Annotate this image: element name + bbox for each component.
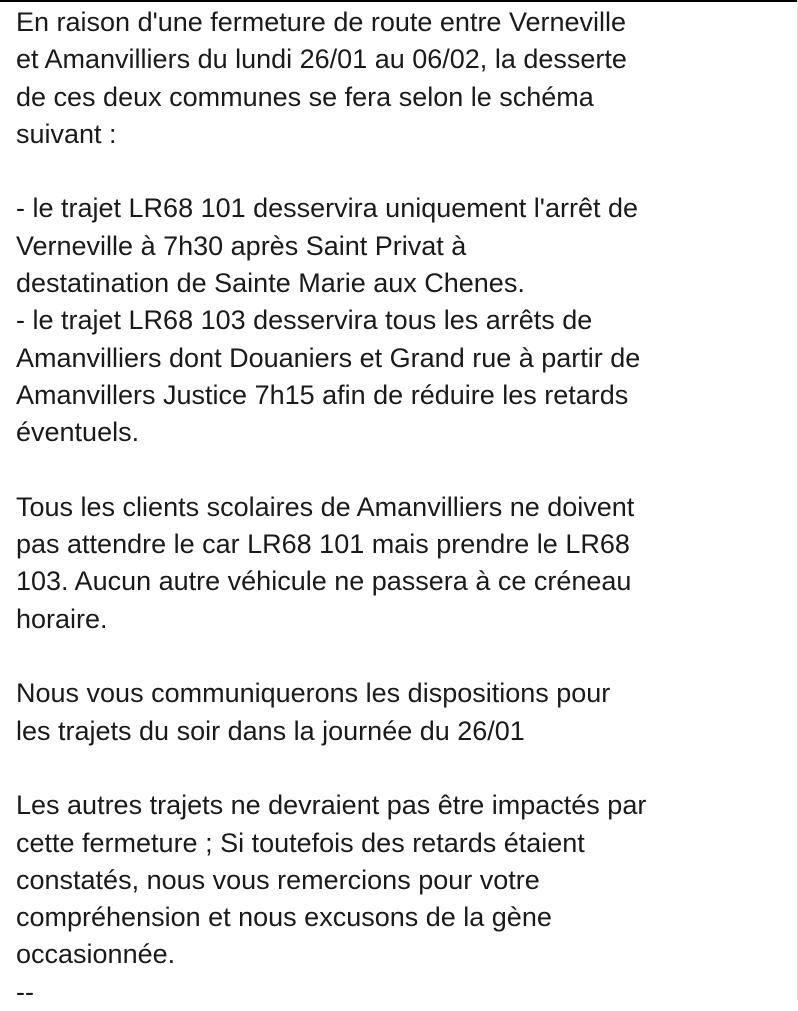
text-line: Les autres trajets ne devraient pas être impactés par bbox=[16, 790, 647, 821]
text-line: suivant : bbox=[16, 118, 117, 149]
text-line: occasionnée. bbox=[16, 939, 176, 970]
paragraph-spacer bbox=[16, 153, 786, 190]
text-line: - le trajet LR68 103 desservira tous les arrêts de bbox=[16, 305, 593, 336]
text-line: destatination de Sainte Marie aux Chenes. bbox=[16, 268, 525, 299]
text-line: 103. Aucun autre véhicule ne passera à ce créneau bbox=[16, 566, 632, 597]
paragraph-road-closure bbox=[16, 4, 786, 153]
top-divider bbox=[0, 0, 798, 2]
text-line: Nous vous communiquerons les dispositions pour bbox=[16, 678, 611, 709]
text-line: - le trajet LR68 101 desservira uniquement l'arrêt de bbox=[16, 193, 638, 224]
paragraph-evening-trips bbox=[16, 675, 786, 750]
text-line: de ces deux communes se fera selon le schéma bbox=[16, 81, 594, 112]
text-line: cette fermeture ; Si toutefois des retards étaient bbox=[16, 827, 585, 858]
text-line: pas attendre le car LR68 101 mais prendre le LR68 bbox=[16, 529, 630, 560]
text-line: éventuels. bbox=[16, 417, 140, 448]
text-line: horaire. bbox=[16, 603, 108, 634]
paragraph-spacer bbox=[16, 638, 786, 675]
text-line: les trajets du soir dans la journée du 26/01 bbox=[16, 715, 525, 746]
paragraph-spacer bbox=[16, 750, 786, 787]
message-body bbox=[16, 4, 786, 1011]
text-line: compréhension et nous excusons de la gène bbox=[16, 902, 552, 933]
paragraph-spacer bbox=[16, 452, 786, 489]
text-line: Amanvillers Justice 7h15 afin de réduire les retards bbox=[16, 379, 629, 410]
text-line: Tous les clients scolaires de Amanvilliers ne doivent bbox=[16, 491, 635, 522]
text-line: Amanvilliers dont Douaniers et Grand rue à partir de bbox=[16, 342, 641, 373]
text-line: En raison d'une fermeture de route entre Verneville bbox=[16, 7, 627, 37]
text-line: Verneville à 7h30 après Saint Privat à bbox=[16, 230, 467, 261]
paragraph-route-changes bbox=[16, 190, 786, 451]
signature-separator: -- bbox=[16, 976, 34, 1007]
text-line: et Amanvilliers du lundi 26/01 au 06/02, la desserte bbox=[16, 44, 627, 75]
paragraph-school-clients bbox=[16, 489, 786, 638]
text-line: constatés, nous vous remercions pour votre bbox=[16, 864, 540, 895]
paragraph-apology bbox=[16, 787, 786, 973]
